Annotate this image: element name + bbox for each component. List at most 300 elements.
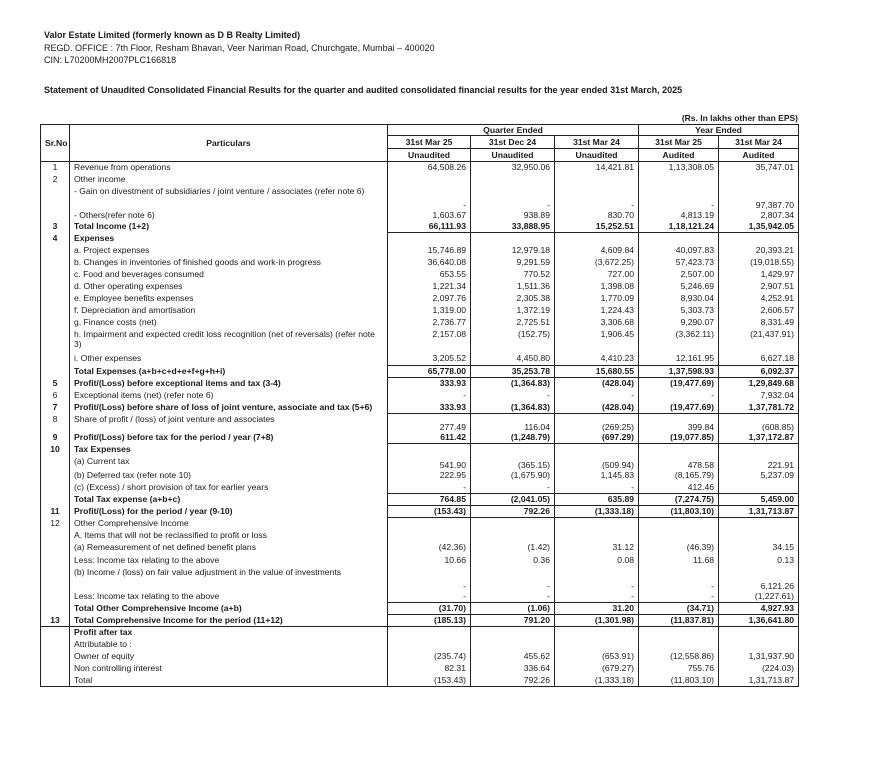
- value-cell: -: [388, 390, 471, 402]
- value-cell: -: [471, 186, 555, 210]
- value-cell: 34.15: [719, 542, 799, 555]
- value-cell: 4,450.80: [471, 353, 555, 366]
- value-cell: 2,907.51: [719, 281, 799, 293]
- value-cell: -: [639, 591, 719, 603]
- value-cell: -: [471, 482, 555, 494]
- table-row: [41, 530, 799, 542]
- value-cell: 1,31,713.87: [719, 506, 799, 518]
- table-row: [41, 591, 799, 603]
- value-cell: -: [388, 591, 471, 603]
- value-cell: [639, 627, 719, 639]
- row-label: - Gain on divestment of subsidiaries / joint venture / associates (refer note 6): [70, 186, 388, 210]
- row-number: 12: [41, 518, 70, 530]
- value-cell: (19,477.69): [639, 402, 719, 414]
- value-cell: -: [639, 390, 719, 402]
- row-number: [41, 530, 70, 542]
- value-cell: (224.03): [719, 663, 799, 675]
- value-cell: 116.04: [471, 414, 555, 432]
- value-cell: [719, 444, 799, 456]
- table-row: [41, 186, 799, 210]
- col-srno: Sr.No: [41, 125, 70, 162]
- value-cell: (2,041.05): [471, 494, 555, 506]
- row-label: e. Employee benefits expenses: [70, 293, 388, 305]
- value-cell: -: [555, 186, 639, 210]
- value-cell: (153.43): [388, 675, 471, 687]
- value-cell: 5,303.73: [639, 305, 719, 317]
- value-cell: (1.42): [471, 542, 555, 555]
- row-number: [41, 293, 70, 305]
- group-year-ended: Year Ended: [639, 125, 799, 136]
- value-cell: 97,387.70: [719, 186, 799, 210]
- value-cell: 4,252.91: [719, 293, 799, 305]
- value-cell: 399.84: [639, 414, 719, 432]
- value-cell: 1,29,849.68: [719, 378, 799, 390]
- row-number: 13: [41, 615, 70, 627]
- period-header: 31st Dec 24: [471, 136, 555, 149]
- value-cell: 4,410.23: [555, 353, 639, 366]
- row-label: Other Comprehensive Income: [70, 518, 388, 530]
- table-row: [41, 639, 799, 651]
- table-row: [41, 555, 799, 567]
- row-label: Total Other Comprehensive Income (a+b): [70, 603, 388, 615]
- value-cell: 1,36,641.80: [719, 615, 799, 627]
- value-cell: 5,459.00: [719, 494, 799, 506]
- value-cell: [719, 174, 799, 186]
- value-cell: 1,31,937.90: [719, 651, 799, 663]
- value-cell: (1,301.98): [555, 615, 639, 627]
- value-cell: 1,37,781.72: [719, 402, 799, 414]
- row-label: Share of profit / (loss) of joint venture and associates: [70, 414, 388, 432]
- table-row: [41, 233, 799, 245]
- row-label: Profit after tax: [70, 627, 388, 639]
- value-cell: (3,362.11): [639, 329, 719, 353]
- value-cell: (679.27): [555, 663, 639, 675]
- table-row: [41, 366, 799, 378]
- value-cell: 10.66: [388, 555, 471, 567]
- value-cell: 5,237.09: [719, 470, 799, 482]
- value-cell: 64,508.26: [388, 162, 471, 174]
- value-cell: 15,680.55: [555, 366, 639, 378]
- row-label: f. Depreciation and amortisation: [70, 305, 388, 317]
- value-cell: 2,305.38: [471, 293, 555, 305]
- row-number: [41, 627, 70, 639]
- financial-results-table: [40, 124, 799, 687]
- row-label: A. Items that will not be reclassified to profit or loss: [70, 530, 388, 542]
- unit-note: (Rs. In lakhs other than EPS): [681, 113, 798, 123]
- value-cell: 277.49: [388, 414, 471, 432]
- value-cell: [471, 444, 555, 456]
- value-cell: 2,807.34: [719, 210, 799, 221]
- period-header: 31st Mar 25: [388, 136, 471, 149]
- row-number: [41, 210, 70, 221]
- value-cell: 770.52: [471, 269, 555, 281]
- table-row: [41, 305, 799, 317]
- value-cell: 221.91: [719, 456, 799, 470]
- value-cell: (19,077.85): [639, 432, 719, 444]
- row-number: 2: [41, 174, 70, 186]
- value-cell: [555, 627, 639, 639]
- value-cell: 35,253.78: [471, 366, 555, 378]
- value-cell: -: [555, 567, 639, 591]
- value-cell: 11.68: [639, 555, 719, 567]
- value-cell: (11,803.10): [639, 675, 719, 687]
- value-cell: 1,37,172.87: [719, 432, 799, 444]
- row-number: [41, 542, 70, 555]
- table-row: [41, 651, 799, 663]
- value-cell: 36,640.08: [388, 257, 471, 269]
- value-cell: 0.13: [719, 555, 799, 567]
- value-cell: [639, 639, 719, 651]
- value-cell: (428.04): [555, 378, 639, 390]
- table-row: [41, 627, 799, 639]
- row-number: [41, 470, 70, 482]
- row-number: 5: [41, 378, 70, 390]
- row-number: [41, 639, 70, 651]
- value-cell: 336.64: [471, 663, 555, 675]
- value-cell: -: [471, 567, 555, 591]
- table-row: [41, 414, 799, 432]
- value-cell: (365.15): [471, 456, 555, 470]
- row-label: Total Comprehensive Income for the period (11+12): [70, 615, 388, 627]
- row-number: [41, 257, 70, 269]
- value-cell: 82.31: [388, 663, 471, 675]
- table-row: [41, 245, 799, 257]
- value-cell: 727.00: [555, 269, 639, 281]
- row-label: (c) (Excess) / short provision of tax for earlier years: [70, 482, 388, 494]
- value-cell: 1,906.45: [555, 329, 639, 353]
- value-cell: 9,291.59: [471, 257, 555, 269]
- value-cell: [719, 482, 799, 494]
- value-cell: 1,770.09: [555, 293, 639, 305]
- value-cell: (1,248.79): [471, 432, 555, 444]
- row-number: [41, 663, 70, 675]
- value-cell: [388, 530, 471, 542]
- value-cell: 6,092.37: [719, 366, 799, 378]
- row-number: [41, 186, 70, 210]
- value-cell: 792.26: [471, 506, 555, 518]
- value-cell: (185.13): [388, 615, 471, 627]
- value-cell: (42.36): [388, 542, 471, 555]
- value-cell: 412.46: [639, 482, 719, 494]
- value-cell: [555, 174, 639, 186]
- value-cell: 478.58: [639, 456, 719, 470]
- value-cell: -: [639, 567, 719, 591]
- row-label: i. Other expenses: [70, 353, 388, 366]
- value-cell: 2,606.57: [719, 305, 799, 317]
- value-cell: [719, 518, 799, 530]
- value-cell: 830.70: [555, 210, 639, 221]
- period-header: 31st Mar 24: [719, 136, 799, 149]
- table-body: [41, 162, 799, 687]
- value-cell: 541.90: [388, 456, 471, 470]
- status-header: Unaudited: [388, 149, 471, 162]
- value-cell: (21,437.91): [719, 329, 799, 353]
- row-label: a. Project expenses: [70, 245, 388, 257]
- row-number: [41, 269, 70, 281]
- table-row: [41, 615, 799, 627]
- table-row: [41, 542, 799, 555]
- value-cell: (509.94): [555, 456, 639, 470]
- row-label: Less: Income tax relating to the above: [70, 555, 388, 567]
- row-label: Less: Income tax relating to the above: [70, 591, 388, 603]
- table-row: [41, 402, 799, 414]
- row-label: Total Tax expense (a+b+c): [70, 494, 388, 506]
- value-cell: [719, 627, 799, 639]
- table-row: [41, 317, 799, 329]
- status-header: Unaudited: [471, 149, 555, 162]
- value-cell: 40,097.83: [639, 245, 719, 257]
- value-cell: 20,393.21: [719, 245, 799, 257]
- value-cell: (1,364.83): [471, 378, 555, 390]
- row-number: 7: [41, 402, 70, 414]
- value-cell: [639, 530, 719, 542]
- value-cell: 4,813.19: [639, 210, 719, 221]
- value-cell: 1,221.34: [388, 281, 471, 293]
- value-cell: (1,227.61): [719, 591, 799, 603]
- value-cell: (608.85): [719, 414, 799, 432]
- value-cell: [719, 233, 799, 245]
- value-cell: [639, 233, 719, 245]
- row-label: Total Income (1+2): [70, 221, 388, 233]
- value-cell: (152.75): [471, 329, 555, 353]
- value-cell: -: [555, 390, 639, 402]
- status-header: Unaudited: [555, 149, 639, 162]
- value-cell: (8,165.79): [639, 470, 719, 482]
- value-cell: 57,423.73: [639, 257, 719, 269]
- value-cell: [388, 639, 471, 651]
- company-name: Valor Estate Limited (formerly known as D B Realty Limited): [44, 30, 301, 40]
- value-cell: 2,097.76: [388, 293, 471, 305]
- table-row: [41, 353, 799, 366]
- value-cell: (11,837.81): [639, 615, 719, 627]
- row-number: 8: [41, 414, 70, 432]
- value-cell: -: [388, 186, 471, 210]
- value-cell: (1,675.90): [471, 470, 555, 482]
- value-cell: 1,31,713.87: [719, 675, 799, 687]
- value-cell: (19,477.69): [639, 378, 719, 390]
- value-cell: 15,746.89: [388, 245, 471, 257]
- value-cell: (1,333.18): [555, 506, 639, 518]
- value-cell: 653.55: [388, 269, 471, 281]
- table-row: [41, 221, 799, 233]
- value-cell: 3,306.68: [555, 317, 639, 329]
- row-label: Profit/(Loss) for the period / year (9-10): [70, 506, 388, 518]
- table-row: [41, 269, 799, 281]
- row-label: Profit/(Loss) before share of loss of joint venture, associate and tax (5+6): [70, 402, 388, 414]
- table-row: [41, 293, 799, 305]
- value-cell: (7,274.75): [639, 494, 719, 506]
- cin-number: CIN: L70200MH2007PLC166818: [44, 55, 177, 65]
- value-cell: 8,331.49: [719, 317, 799, 329]
- value-cell: 333.93: [388, 402, 471, 414]
- value-cell: 635.89: [555, 494, 639, 506]
- row-number: [41, 555, 70, 567]
- value-cell: 3,205.52: [388, 353, 471, 366]
- status-header: Audited: [719, 149, 799, 162]
- table-row: [41, 378, 799, 390]
- value-cell: 0.36: [471, 555, 555, 567]
- row-label: c. Food and beverages consumed: [70, 269, 388, 281]
- value-cell: (12,558.86): [639, 651, 719, 663]
- value-cell: -: [639, 186, 719, 210]
- row-label: b. Changes in inventories of finished goods and work-in progress: [70, 257, 388, 269]
- row-number: 3: [41, 221, 70, 233]
- row-number: [41, 245, 70, 257]
- group-quarter-ended: Quarter Ended: [388, 125, 639, 136]
- value-cell: 333.93: [388, 378, 471, 390]
- status-header: Audited: [639, 149, 719, 162]
- value-cell: 1,35,942.05: [719, 221, 799, 233]
- value-cell: -: [471, 390, 555, 402]
- table-row: [41, 162, 799, 174]
- value-cell: (31.70): [388, 603, 471, 615]
- row-label: Expenses: [70, 233, 388, 245]
- row-label: g. Finance costs (net): [70, 317, 388, 329]
- value-cell: (46.39): [639, 542, 719, 555]
- value-cell: 12,979.18: [471, 245, 555, 257]
- value-cell: 938.89: [471, 210, 555, 221]
- table-row: [41, 482, 799, 494]
- value-cell: -: [555, 591, 639, 603]
- value-cell: 65,778.00: [388, 366, 471, 378]
- value-cell: [471, 174, 555, 186]
- row-label: Profit/(Loss) before tax for the period / year (7+8): [70, 432, 388, 444]
- table-row: [41, 663, 799, 675]
- value-cell: [555, 639, 639, 651]
- value-cell: -: [388, 567, 471, 591]
- value-cell: -: [388, 482, 471, 494]
- value-cell: 66,111.93: [388, 221, 471, 233]
- value-cell: 455.62: [471, 651, 555, 663]
- row-label: - Others(refer note 6): [70, 210, 388, 221]
- value-cell: 1,13,308.05: [639, 162, 719, 174]
- value-cell: [471, 233, 555, 245]
- period-header: 31st Mar 24: [555, 136, 639, 149]
- row-label: Non controlling interest: [70, 663, 388, 675]
- row-label: (a) Current tax: [70, 456, 388, 470]
- value-cell: (153.43): [388, 506, 471, 518]
- value-cell: [471, 518, 555, 530]
- row-label: Other income: [70, 174, 388, 186]
- row-label: Attributable to :: [70, 639, 388, 651]
- value-cell: [388, 174, 471, 186]
- row-label: Exceptional items (net) (refer note 6): [70, 390, 388, 402]
- value-cell: [388, 233, 471, 245]
- value-cell: (428.04): [555, 402, 639, 414]
- value-cell: 2,507.00: [639, 269, 719, 281]
- table-row: [41, 257, 799, 269]
- table-row: [41, 329, 799, 353]
- value-cell: 1,37,598.93: [639, 366, 719, 378]
- value-cell: [555, 518, 639, 530]
- value-cell: -: [555, 482, 639, 494]
- value-cell: (34.71): [639, 603, 719, 615]
- value-cell: 611.42: [388, 432, 471, 444]
- table-row: [41, 210, 799, 221]
- value-cell: 15,252.51: [555, 221, 639, 233]
- value-cell: 2,157.08: [388, 329, 471, 353]
- value-cell: (11,803.10): [639, 506, 719, 518]
- value-cell: (1,364.83): [471, 402, 555, 414]
- row-number: 11: [41, 506, 70, 518]
- value-cell: 6,627.18: [719, 353, 799, 366]
- row-label: d. Other operating expenses: [70, 281, 388, 293]
- value-cell: 9,290.07: [639, 317, 719, 329]
- row-label: Total: [70, 675, 388, 687]
- row-label: (b) Deferred tax (refer note 10): [70, 470, 388, 482]
- row-label: h. Impairment and expected credit loss recognition (net of reversals) (refer note 3): [70, 329, 388, 353]
- table-row: [41, 494, 799, 506]
- row-label: (a) Remeasurement of net defined benefit plans: [70, 542, 388, 555]
- row-number: [41, 456, 70, 470]
- value-cell: (653.91): [555, 651, 639, 663]
- table-row: [41, 603, 799, 615]
- value-cell: [555, 233, 639, 245]
- value-cell: (235.74): [388, 651, 471, 663]
- value-cell: 1,224.43: [555, 305, 639, 317]
- value-cell: [471, 627, 555, 639]
- value-cell: 792.26: [471, 675, 555, 687]
- value-cell: (1,333.18): [555, 675, 639, 687]
- value-cell: [639, 174, 719, 186]
- value-cell: [639, 444, 719, 456]
- value-cell: [555, 530, 639, 542]
- table-row: [41, 506, 799, 518]
- value-cell: 31.12: [555, 542, 639, 555]
- table-row: [41, 281, 799, 293]
- value-cell: 1,372.19: [471, 305, 555, 317]
- table-row: [41, 470, 799, 482]
- table-row: [41, 567, 799, 591]
- value-cell: 6,121.26: [719, 567, 799, 591]
- value-cell: [719, 530, 799, 542]
- value-cell: 1,319.00: [388, 305, 471, 317]
- value-cell: [471, 639, 555, 651]
- value-cell: (269.25): [555, 414, 639, 432]
- row-label: Total Expenses (a+b+c+d+e+f+g+h+i): [70, 366, 388, 378]
- value-cell: (697.29): [555, 432, 639, 444]
- row-number: [41, 305, 70, 317]
- table-row: [41, 456, 799, 470]
- value-cell: [639, 518, 719, 530]
- value-cell: [388, 444, 471, 456]
- value-cell: 764.85: [388, 494, 471, 506]
- value-cell: (3,672.25): [555, 257, 639, 269]
- value-cell: 32,950.06: [471, 162, 555, 174]
- table-row: [41, 675, 799, 687]
- table-row: [41, 518, 799, 530]
- value-cell: 791.20: [471, 615, 555, 627]
- table-row: [41, 174, 799, 186]
- value-cell: 1,398.08: [555, 281, 639, 293]
- value-cell: 1,429.97: [719, 269, 799, 281]
- value-cell: 0.08: [555, 555, 639, 567]
- row-number: [41, 329, 70, 353]
- col-particulars: Particulars: [70, 125, 388, 162]
- row-number: 6: [41, 390, 70, 402]
- row-label: Tax Expenses: [70, 444, 388, 456]
- row-number: [41, 567, 70, 591]
- row-number: 4: [41, 233, 70, 245]
- row-number: [41, 591, 70, 603]
- row-label: Profit/(Loss) before exceptional items and tax (3-4): [70, 378, 388, 390]
- value-cell: 33,888.95: [471, 221, 555, 233]
- statement-title: Statement of Unaudited Consolidated Financial Results for the quarter and audited consolidated financial results for the year ended 31st March, 2025: [44, 85, 683, 95]
- value-cell: [388, 518, 471, 530]
- value-cell: 755.76: [639, 663, 719, 675]
- value-cell: 2,736.77: [388, 317, 471, 329]
- table-row: [41, 390, 799, 402]
